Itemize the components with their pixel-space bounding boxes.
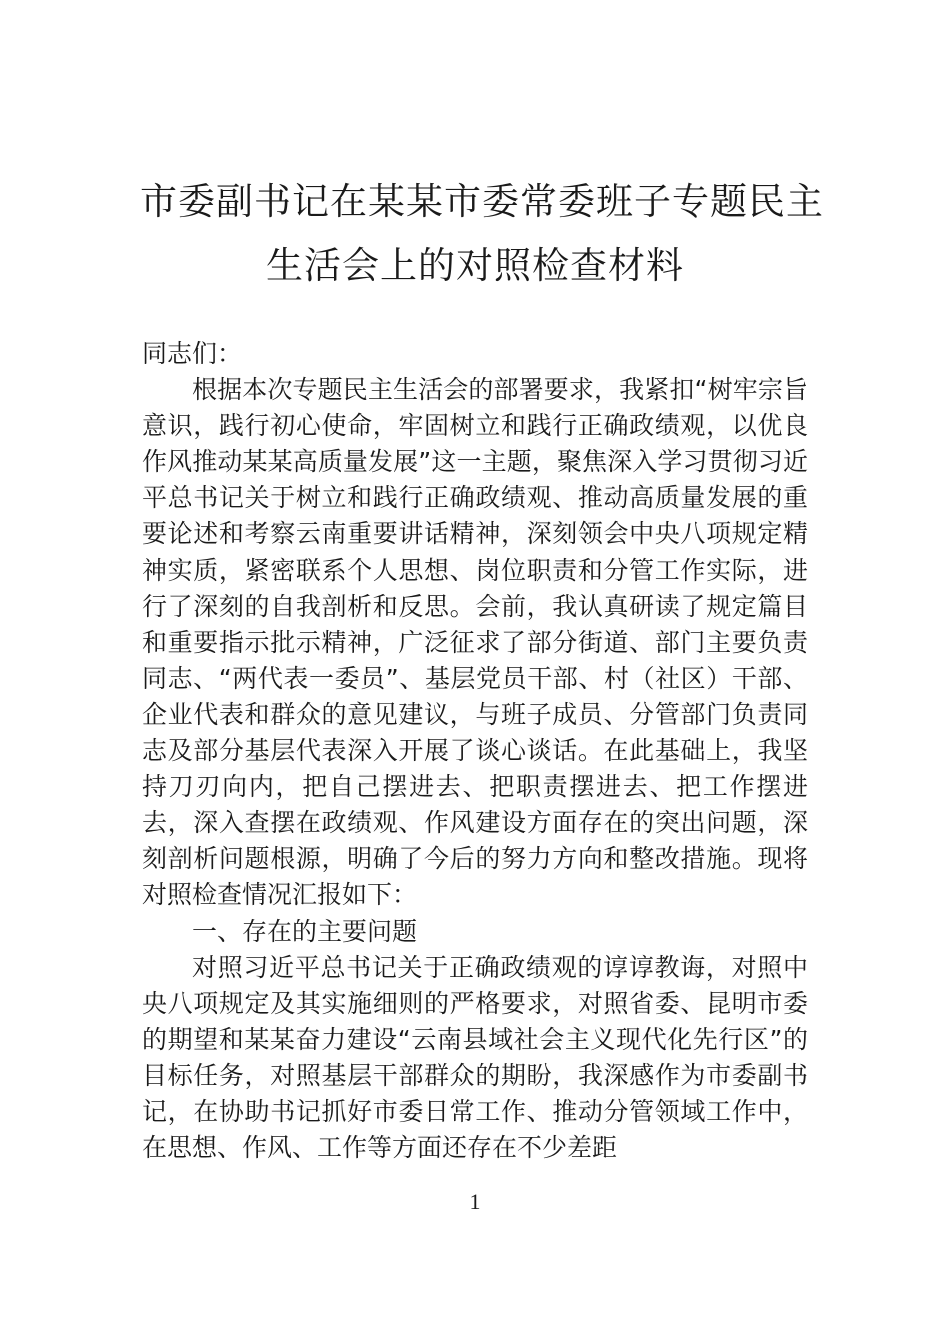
document-title <box>140 170 824 298</box>
section-heading: 一、存在的主要问题 <box>192 916 418 946</box>
page-number: 1 <box>469 1189 481 1214</box>
document-body <box>142 336 808 1166</box>
body-paragraph-intro: 根据本次专题民主生活会的部署要求，我紧扣“树牢宗旨意识，践行初心使命，牢固树立和践行正确政绩观，以优良作风推动某某高质量发展”这一主题，聚焦深入学习贯彻习近平总书记关于树立和践行正确政绩观、推动高质量发展的重要论述和考察云南重要讲话精神，深刻领会中央八项规定精神实质，紧密联系个人思想、岗位职责和分管工作实际，进行了深刻的自我剖析和反思。会前，我认真研读了规定篇目和重要指示批示精神，广泛征求了部分街道、部门主要负责同志、“两代表一委员”、基层党员干部、村（社区）干部、企业代表和群众的意见建议，与班子成员、分管部门负责同志及部分基层代表深入开展了谈心谈话。在此基础上，我坚持刀刃向内，把自己摆进去、把职责摆进去、把工作摆进去，深入查摆在政绩观、作风建设方面存在的突出问题，深刻剖析问题根源，明确了今后的努力方向和整改措施。现将对照检查情况汇报如下： <box>142 375 808 910</box>
title-line-1: 市委副书记在某某市委常委班子专题民主 <box>140 180 824 223</box>
body-paragraph-problems: 对照习近平总书记关于正确政绩观的谆谆教诲，对照中央八项规定及其实施细则的严格要求，对照省委、昆明市委的期望和某某奋力建设“云南县域社会主义现代化先行区”的目标任务，对照基层干部群众的期盼，我深感作为市委副书记，在协助书记抓好市委日常工作、推动分管领域工作中，在思想、作风、工作等方面还存在不少差距 <box>142 952 808 1163</box>
salutation: 同志们： <box>142 339 243 368</box>
title-line-2: 生活会上的对照检查材料 <box>266 244 684 287</box>
